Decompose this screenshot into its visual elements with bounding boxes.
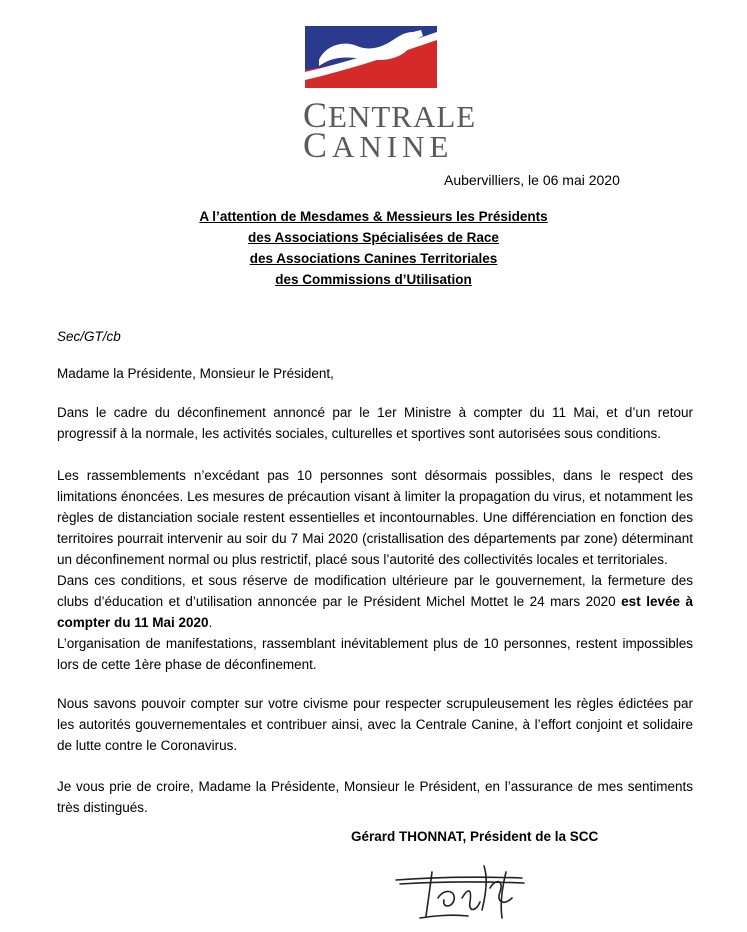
recipients-block [0, 206, 747, 290]
closure-lifted-text: est levée à compter du 11 Mai 2020 [57, 594, 693, 630]
handwritten-signature [392, 858, 528, 924]
recipient-line: des Commissions d’Utilisation [275, 272, 472, 287]
paragraph-deconfinement: Dans le cadre du déconfinement annoncé par le 1er Ministre à compter du 11 Mai, et d’un retour progressif à la normale, les activités sociales, culturelles et sportives sont autorisées sous conditions. [57, 405, 693, 441]
logo-wordmark-line2: CANINE [303, 125, 454, 165]
paragraph-gatherings [57, 465, 693, 675]
closure-text: Dans ces conditions, et sous réserve de modification ultérieure par le gouvernement, la fermeture des clubs d’éducation et d’utilisation annoncée par le Président Michel Mottet le 24 mars 2020 [57, 573, 693, 609]
recipient-line: A l’attention de Mesdames & Messieurs les Présidents [199, 209, 548, 224]
place-and-date: Aubervilliers, le 06 mai 2020 [444, 172, 620, 188]
reference-code: Sec/GT/cb [57, 329, 121, 344]
closure-end-punct: . [208, 615, 213, 630]
gatherings-text: Les rassemblements n’excédant pas 10 personnes sont désormais possibles, dans le respect des limitations énoncées. Les mesures de précaution visant à limiter la propagation du virus, et notamment les règles de distanciation sociale restent essentielles et incontournables. Une différenciation en fonction des territoires pourrait intervenir au soir du 7 Mai 2020 (cristallisation des départements par zone) déterminant un déconfinement normal ou plus restrictif, placé sous l’autorité des collectivités locales et territoriales. [57, 468, 693, 567]
centrale-canine-logo [303, 26, 477, 165]
recipient-line: des Associations Canines Territoriales [249, 251, 498, 266]
paragraph-civism: Nous savons pouvoir compter sur votre civisme pour respecter scrupuleusement les règles édictées par les autorités gouvernementales et contribuer ainsi, avec la Centrale Canine, à l’effort conjoint et solidaire de lutte contre le Coronavirus. [57, 696, 693, 753]
paragraph-closing: Je vous prie de croire, Madame la Présidente, Monsieur le Président, en l’assurance de mes sentiments très distingués. [57, 779, 693, 815]
recipient-line: des Associations Spécialisées de Race [248, 230, 499, 245]
signer-name: Gérard THONNAT, Président de la SCC [351, 829, 599, 844]
dog-emblem-icon [305, 26, 437, 88]
salutation: Madame la Présidente, Monsieur le Président, [57, 366, 334, 381]
logo-wordmark-line1: CENTRALE [303, 95, 477, 135]
events-text: L’organisation de manifestations, rassemblant inévitablement plus de 10 personnes, restent impossibles lors de cette 1ère phase de déconfinement. [57, 636, 693, 672]
